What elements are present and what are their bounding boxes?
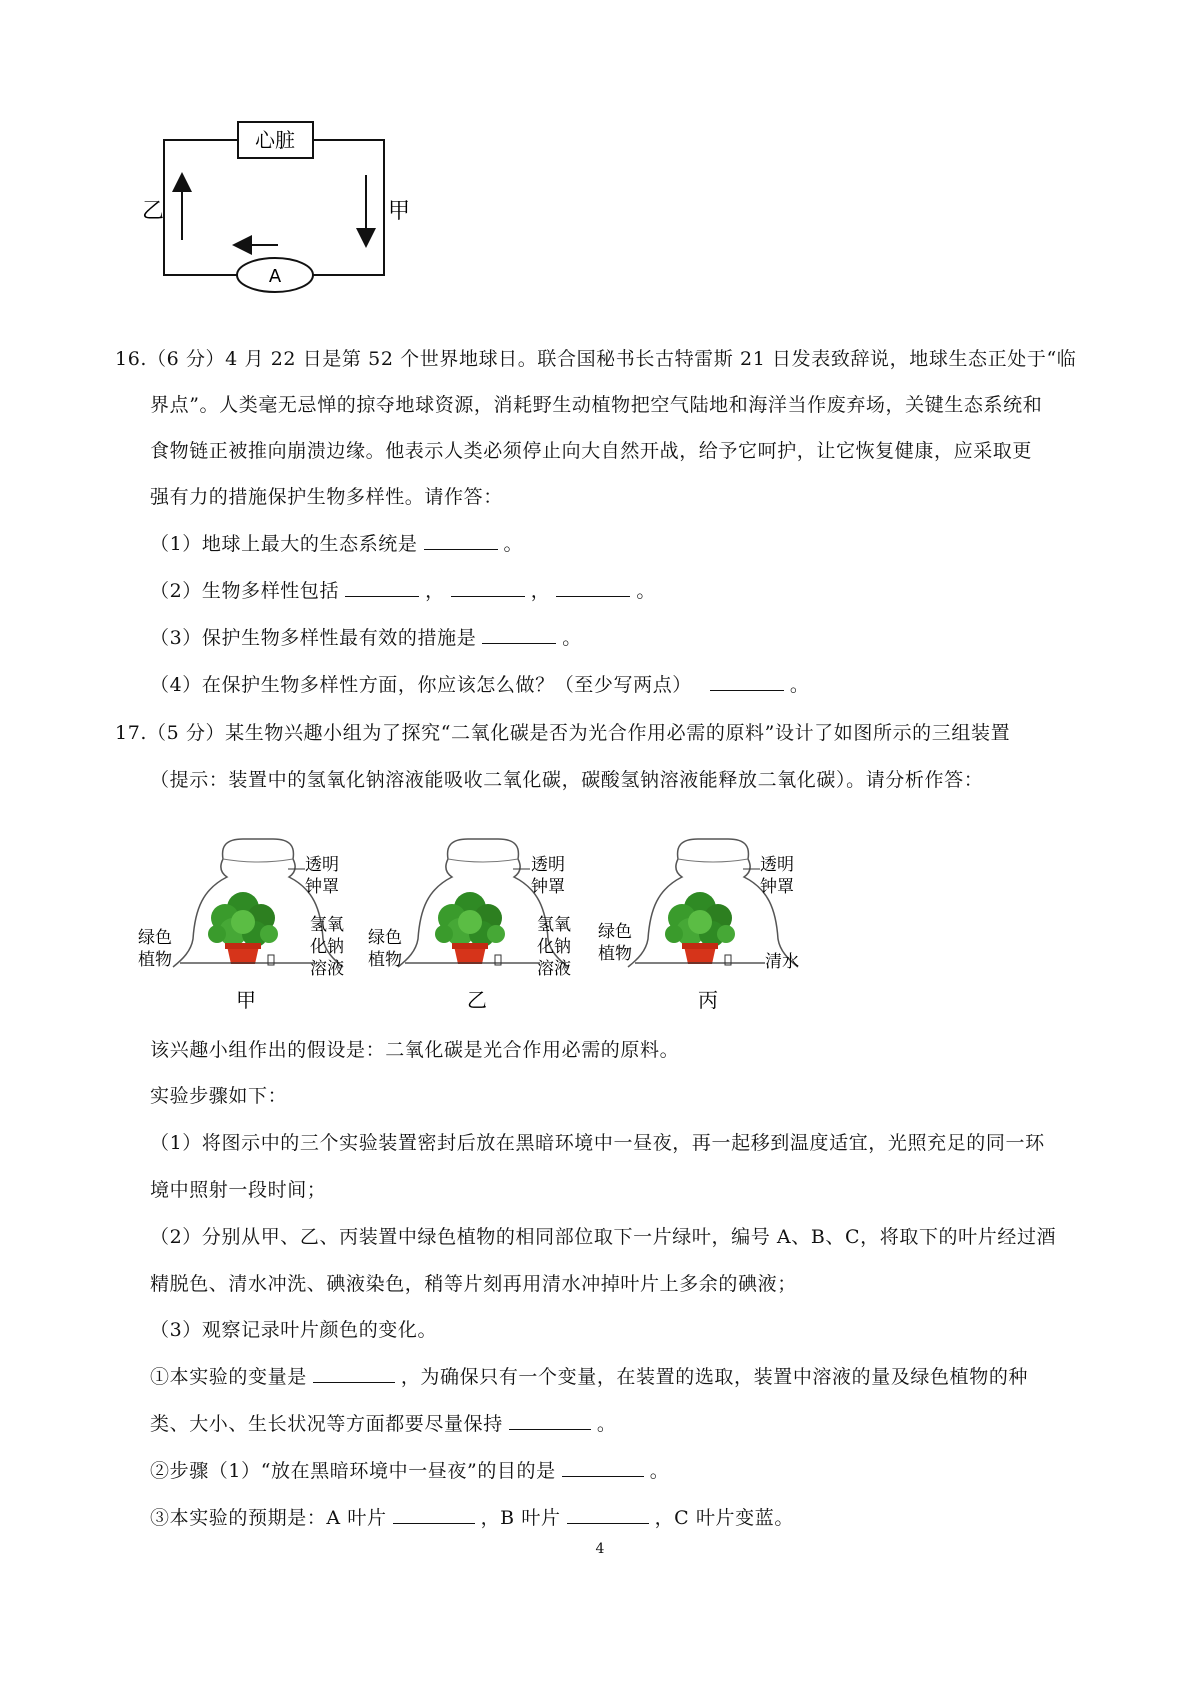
q16-sub-2-text: （2）生物多样性包括 <box>150 580 340 602</box>
step-1a: （1）将图示中的三个实验装置密封后放在黑暗环境中一昼夜，再一起移到温度适宜，光照充足的同一环 <box>150 1132 1045 1154</box>
q16-sub-2 <box>150 578 656 604</box>
q17-question-2 <box>150 1458 669 1484</box>
cover-label-bing-1: 透明 <box>760 855 794 875</box>
heart-label: 心脏 <box>255 128 295 152</box>
q16-line-4: 强有力的措施保护生物多样性。请作答： <box>150 486 503 508</box>
q16-sub-2-end: 。 <box>636 580 656 602</box>
qa2-text: ②步骤（1）“放在黑暗环境中一昼夜”的目的是 <box>150 1460 556 1482</box>
step-3: （3）观察记录叶片颜色的变化。 <box>150 1319 438 1341</box>
answer-blank[interactable] <box>393 1505 475 1524</box>
qa3-text: ③本实验的预期是：A 叶片 <box>150 1507 387 1529</box>
solution-label-jia-1: 氢氧 <box>310 915 344 935</box>
plant-label-jia-2: 植物 <box>138 950 172 970</box>
q16-line-2: 界点”。人类毫无忌惮的掠夺地球资源，消耗野生动植物把空气陆地和海洋当作废弃场，关键生态系统和 <box>150 394 1043 416</box>
answer-blank[interactable] <box>710 672 784 691</box>
q17-question-1 <box>150 1364 1028 1390</box>
q16-sub-1-end: 。 <box>503 533 524 555</box>
qa3-mid: ，B 叶片 <box>480 1507 561 1529</box>
solution-label-yi-2: 化钠 <box>537 937 571 957</box>
q17-line-2: （提示：装置中的氢氧化钠溶液能吸收二氧化碳，碳酸氢钠溶液能释放二氧化碳）。请分析作答： <box>150 769 984 791</box>
apparatus-name-jia: 甲 <box>236 988 256 1012</box>
apparatus-figure <box>140 825 880 1015</box>
cover-label-yi-1: 透明 <box>531 855 565 875</box>
q16-sub-4-text: （4）在保护生物多样性方面，你应该怎么做？（至少写两点） <box>150 674 692 696</box>
plant-label-bing-1: 绿色 <box>598 922 632 942</box>
q16-sub-3-end: 。 <box>562 627 582 649</box>
q17-question-3 <box>150 1505 794 1531</box>
q16-sub-1 <box>150 531 523 557</box>
page-number: 4 <box>595 1541 605 1557</box>
apparatus-name-bing: 丙 <box>698 988 718 1012</box>
answer-blank[interactable] <box>509 1411 591 1430</box>
q16-sub-3-text: （3）保护生物多样性最有效的措施是 <box>150 627 477 649</box>
plant-yi <box>435 892 505 964</box>
plant-label-yi-2: 植物 <box>368 950 402 970</box>
cover-label-yi-2: 钟罩 <box>531 877 565 897</box>
q17-line-1: 17.（5 分）某生物兴趣小组为了探究“二氧化碳是否为光合作用必需的原料”设计了如图所示的三组装置 <box>115 722 1011 744</box>
qa1b-text: 类、大小、生长状况等方面都要尽量保持 <box>150 1413 503 1435</box>
qa1-mid: ，为确保只有一个变量，在装置的选取，装置中溶液的量及绿色植物的种 <box>400 1366 1029 1388</box>
hypothesis: 该兴趣小组作出的假设是：二氧化碳是光合作用必需的原料。 <box>150 1039 680 1061</box>
cover-label-bing-2: 钟罩 <box>760 877 794 897</box>
q16-sub-4-end: 。 <box>789 674 810 696</box>
circulation-diagram <box>142 120 470 320</box>
apparatus-bing <box>598 839 799 1012</box>
cover-label-jia-1: 透明 <box>305 855 339 875</box>
q16-sub-2-sep2: ， <box>530 580 551 602</box>
solution-label-bing: 清水 <box>765 952 799 972</box>
step-2b: 精脱色、清水冲洗、碘液染色，稍等片刻再用清水冲掉叶片上多余的碘液； <box>150 1273 797 1295</box>
plant-label-jia-1: 绿色 <box>138 928 172 948</box>
qa2-end: 。 <box>649 1460 670 1482</box>
solution-label-yi-1: 氢氧 <box>537 915 571 935</box>
vessel-yi-label: 乙 <box>142 199 165 224</box>
answer-blank[interactable] <box>424 531 498 550</box>
answer-blank[interactable] <box>567 1505 649 1524</box>
node-a-label: A <box>268 266 282 287</box>
q17-question-1b <box>150 1411 616 1437</box>
qa1b-end: 。 <box>596 1413 617 1435</box>
q16-line-1: 16.（6 分）4 月 22 日是第 52 个世界地球日。联合国秘书长古特雷斯 21 日发表致辞说，地球生态正处于“临 <box>115 348 1077 370</box>
answer-blank[interactable] <box>345 578 419 597</box>
apparatus-yi <box>368 839 571 1012</box>
q16-sub-4 <box>150 672 810 698</box>
apparatus-name-yi: 乙 <box>467 988 487 1012</box>
solution-label-yi-3: 溶液 <box>537 959 571 979</box>
answer-blank[interactable] <box>482 625 556 644</box>
vessel-jia-label: 甲 <box>388 199 411 224</box>
answer-blank[interactable] <box>556 578 630 597</box>
plant-label-bing-2: 植物 <box>598 944 632 964</box>
step-2a: （2）分别从甲、乙、丙装置中绿色植物的相同部位取下一片绿叶，编号 A、B、C，将取下的叶片经过酒 <box>150 1226 1057 1248</box>
q16-sub-3 <box>150 625 582 651</box>
q16-line-3: 食物链正被推向崩溃边缘。他表示人类必须停止向大自然开战，给予它呵护，让它恢复健康，应采取更 <box>150 440 1033 462</box>
qa3-end: ，C 叶片变蓝。 <box>654 1507 794 1529</box>
answer-blank[interactable] <box>313 1364 395 1383</box>
plant-label-yi-1: 绿色 <box>368 928 402 948</box>
solution-label-jia-3: 溶液 <box>310 959 344 979</box>
apparatus-jia <box>138 839 344 1012</box>
q16-sub-2-sep1: ， <box>425 580 445 602</box>
plant-jia <box>208 892 278 964</box>
answer-blank[interactable] <box>562 1458 644 1477</box>
qa1-text: ①本实验的变量是 <box>150 1366 307 1388</box>
step-1b: 境中照射一段时间； <box>150 1179 327 1201</box>
cover-label-jia-2: 钟罩 <box>305 877 339 897</box>
answer-blank[interactable] <box>451 578 525 597</box>
solution-label-jia-2: 化钠 <box>310 937 344 957</box>
steps-title: 实验步骤如下： <box>150 1085 288 1107</box>
plant-bing <box>665 892 735 964</box>
q16-sub-1-text: （1）地球上最大的生态系统是 <box>150 533 418 555</box>
